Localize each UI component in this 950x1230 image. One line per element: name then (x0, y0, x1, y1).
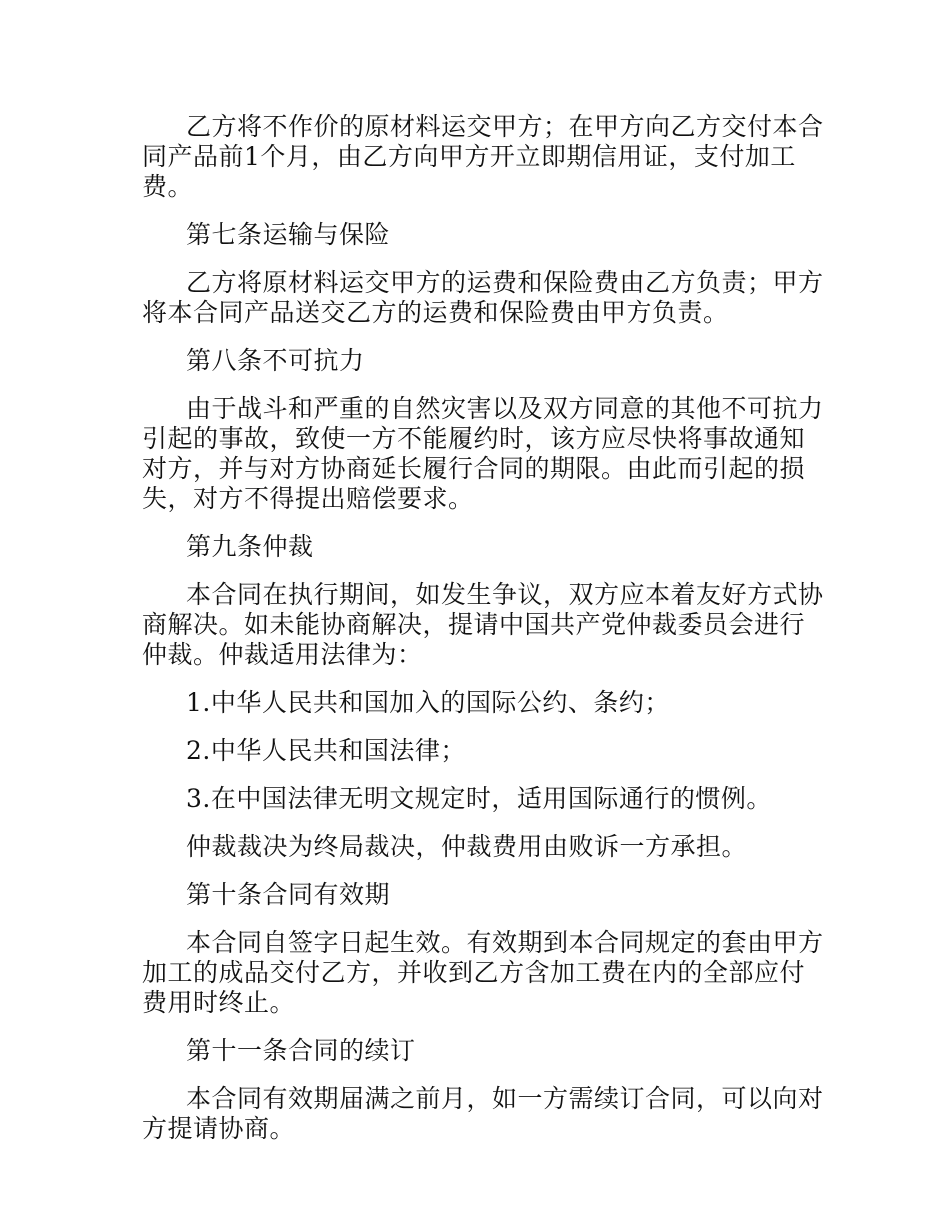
heading-article-7: 第七条运输与保险 (186, 220, 391, 249)
heading-article-8: 第八条不可抗力 (186, 346, 365, 375)
paragraph-force-majeure: 由于战斗和严重的自然灾害以及双方同意的其他不可抗力引起的事故，致使一方不能履约时，该方应尽快将事故通知对方，并与对方协商延长履行合同的期限。由此而引起的损失，对方不得提出赔偿要求。 (142, 394, 824, 513)
heading-article-9: 第九条仲裁 (186, 532, 314, 561)
paragraph-payment: 乙方将不作价的原材料运交甲方；在甲方向乙方交付本合同产品前1个月，由乙方向甲方开立即期信用证，支付加工费。 (142, 112, 824, 201)
list-item-law-1: 1.中华人民共和国加入的国际公约、条约； (186, 688, 670, 717)
paragraph-arbitration: 本合同在执行期间，如发生争议，双方应本着友好方式协商解决。如未能协商解决，提请中国共产党仲裁委员会进行仲裁。仲裁适用法律为： (142, 580, 824, 669)
paragraph-renewal: 本合同有效期届满之前月，如一方需续订合同，可以向对方提请协商。 (142, 1084, 824, 1143)
paragraph-transport-insurance: 乙方将原材料运交甲方的运费和保险费由乙方负责；甲方将本合同产品送交乙方的运费和保险费由甲方负责。 (142, 268, 824, 327)
document-body (142, 112, 827, 1162)
list-item-law-3: 3.在中国法律无明文规定时，适用国际通行的惯例。 (186, 784, 772, 813)
heading-article-10: 第十条合同有效期 (186, 880, 391, 909)
paragraph-validity: 本合同自签字日起生效。有效期到本合同规定的套由甲方加工的成品交付乙方，并收到乙方含加工费在内的全部应付费用时终止。 (142, 928, 824, 1017)
paragraph-arbitration-award: 仲裁裁决为终局裁决，仲裁费用由败诉一方承担。 (186, 832, 748, 861)
heading-article-11: 第十一条合同的续订 (186, 1036, 416, 1065)
list-item-law-2: 2.中华人民共和国法律； (186, 736, 466, 765)
